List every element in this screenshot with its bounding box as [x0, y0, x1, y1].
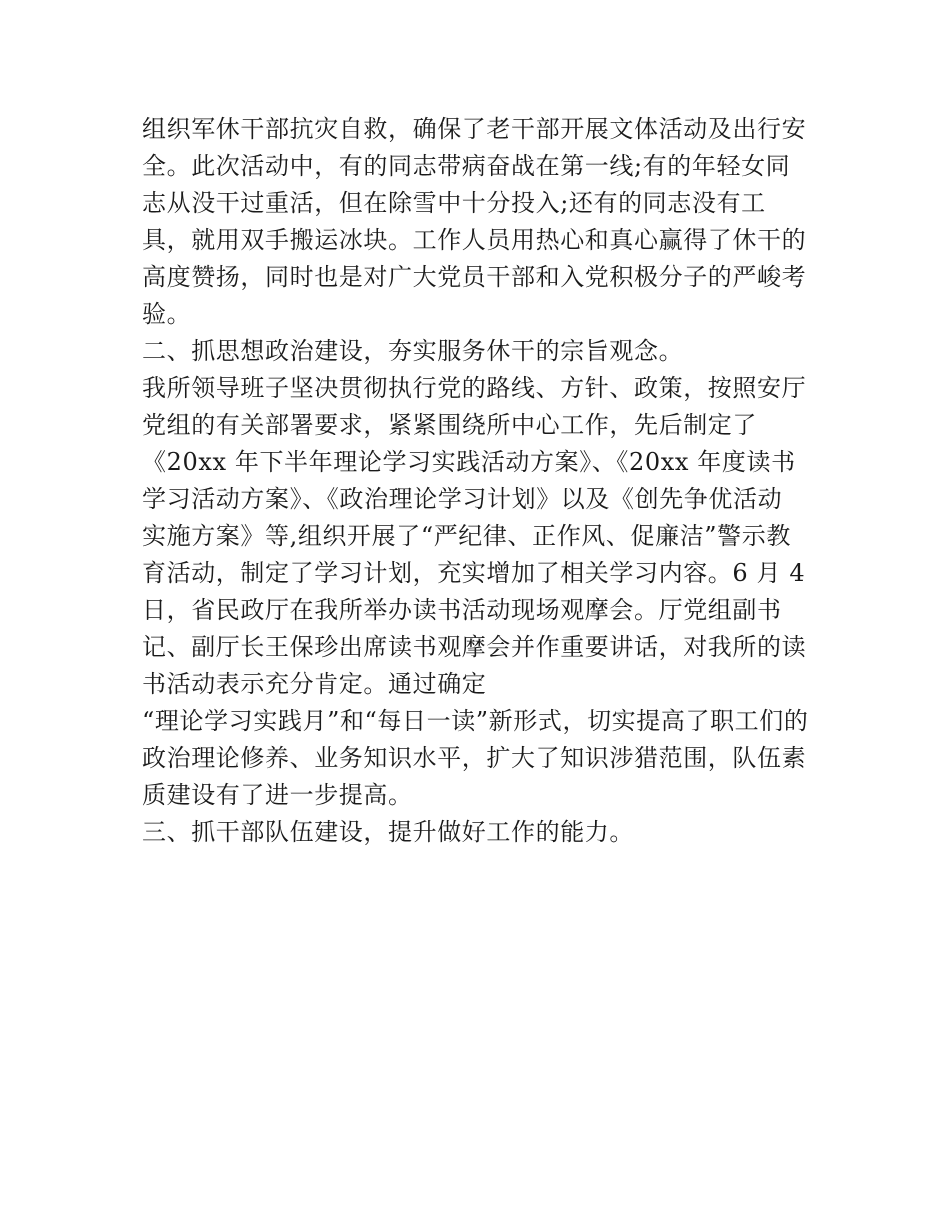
text-line: 《20xx 年下半年理论学习实践活动方案》、《20xx 年度读书	[142, 448, 796, 476]
text-line: 组织军休干部抗灾自救，确保了老干部开展文体活动及出行安	[142, 115, 807, 143]
text-line: 全。此次活动中，有的同志带病奋战在第一线;有的年轻女同	[142, 152, 791, 180]
text-line: 政治理论修养、业务知识水平，扩大了知识涉猎范围，队伍素	[142, 744, 807, 772]
text-line: 志从没干过重活，但在除雪中十分投入;还有的同志没有工	[142, 189, 766, 217]
text-line: “理论学习实践月”和“每日一读”新形式，切实提高了职工们的	[142, 707, 809, 735]
text-line: 验。	[142, 300, 192, 328]
text-line: 党组的有关部署要求，紧紧围绕所中心工作，先后制定了	[142, 411, 757, 439]
text-line: 高度赞扬，同时也是对广大党员干部和入党积极分子的严峻考	[142, 263, 807, 291]
section-heading: 二、抓思想政治建设，夯实服务休干的宗旨观念。	[142, 337, 684, 365]
text-line: 学习活动方案》、《政治理论学习计划》以及《创先争优活动	[142, 485, 783, 513]
text-line: 实施方案》等,组织开展了“严纪律、正作风、促廉洁”警示教	[142, 522, 791, 550]
text-line: 育活动，制定了学习计划，充实增加了相关学习内容。6 月 4	[142, 559, 806, 587]
text-line: 我所领导班子坚决贯彻执行党的路线、方针、政策，按照安厅	[142, 374, 807, 402]
text-line: 具，就用双手搬运冰块。工作人员用热心和真心赢得了休干的	[142, 226, 807, 254]
document-body	[142, 111, 842, 851]
text-line: 日，省民政厅在我所举办读书活动现场观摩会。厅党组副书	[142, 596, 782, 624]
text-line: 质建设有了进一步提高。	[142, 781, 413, 809]
section-heading: 三、抓干部队伍建设，提升做好工作的能力。	[142, 818, 634, 846]
text-line: 书活动表示充分肯定。通过确定	[142, 670, 487, 698]
text-line: 记、副厅长王保珍出席读书观摩会并作重要讲话，对我所的读	[142, 633, 807, 661]
